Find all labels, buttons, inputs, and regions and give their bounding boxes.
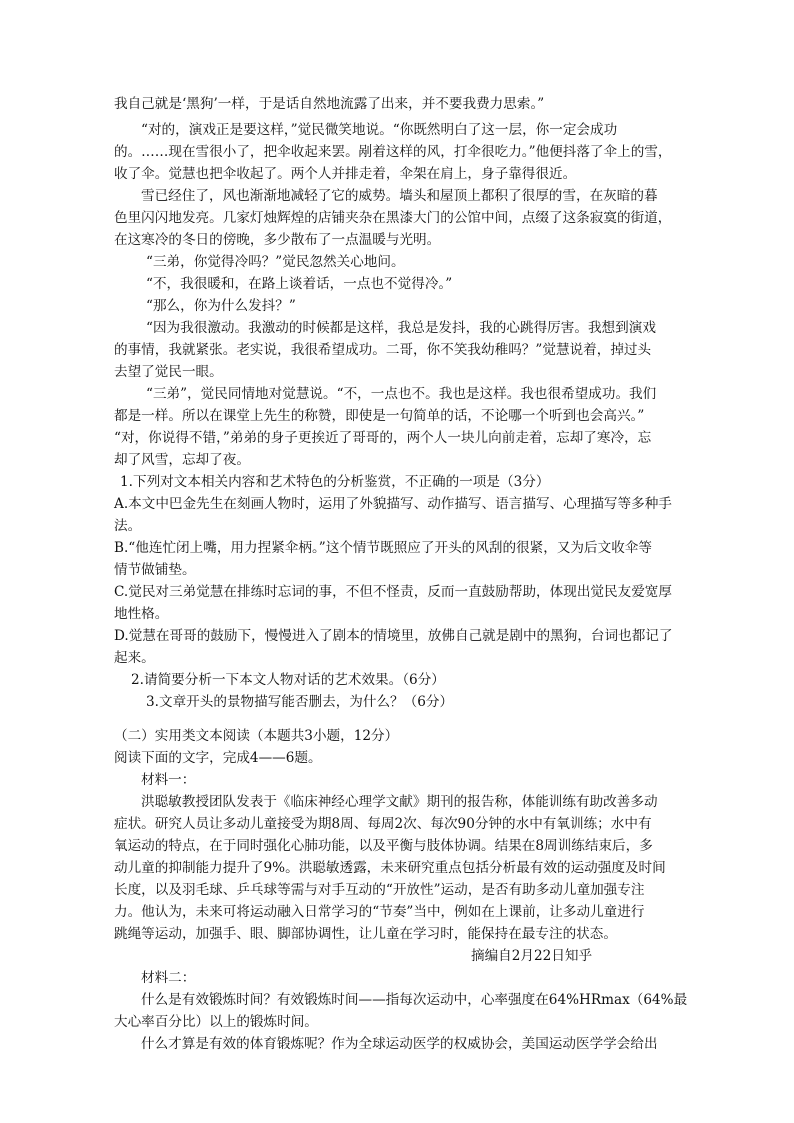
story-line: “不，我很暖和，在路上谈着话，一点也不觉得冷。” (146, 276, 453, 292)
story-line: 在这寒冷的冬日的傍晚，多少散布了一点温暖与光明。 (114, 232, 441, 248)
material-1-line: 氧运动的特点，在于同时强化心肺功能，以及平衡与肢体协调。结果在8周训练结束后，多 (114, 838, 653, 854)
material-1-line: 洪聪敏教授团队发表于《临床神经心理学文献》期刊的报告称，体能训练有助改善多动 (141, 794, 658, 810)
story-line: “三弟，你觉得冷吗？”觉民忽然关心地问。 (146, 254, 405, 270)
section-2-instruction: 阅读下面的文字，完成4——6题。 (114, 750, 322, 766)
story-line: “对的，演戏正是要这样，”觉民微笑地说。“你既然明白了这一层，你一定会成功 (141, 122, 618, 138)
question-1-stem: 1.下列对文本相关内容和艺术特色的分析鉴赏，不正确的一项是（3分） (120, 474, 550, 490)
story-line: “那么，你为什么发抖？” (146, 298, 296, 314)
story-line: 的事情，我就紧张。老实说，我很希望成功。二哥，你不笑我幼稚吗？”觉慧说着，掉过头 (114, 342, 652, 358)
story-line: 收了伞。觉慧也把伞收起了。两个人并排走着，伞架在肩上，身子靠得很近。 (114, 166, 577, 182)
question-1-option-a: A.本文中巴金先生在刻画人物时，运用了外貌描写、动作描写、语言描写、心理描写等多种手 (114, 496, 672, 512)
story-line: 我自己就是‘黑狗’一样，于是话自然地流露了出来，并不要我费力思索。” (114, 96, 545, 112)
story-line: “对，你说得不错，”弟弟的身子更挨近了哥哥的，两个人一块儿向前走着，忘却了寒冷，忘 (114, 430, 652, 446)
material-1-line: 跳绳等运动，加强手、眼、脚部协调性，让儿童在学习时，能保持在最专注的状态。 (114, 926, 617, 942)
question-1-option-b: B.“他连忙闭上嘴，用力捏紧伞柄。”这个情节既照应了开头的风刮的很紧，又为后文收伞等 (114, 540, 652, 556)
material-1-line: 动儿童的抑制能力提升了9%。洪聪敏透露，未来研究重点包括分析最有效的运动强度及时间 (114, 860, 666, 876)
story-line: 却了风雪，忘却了夜。 (114, 452, 250, 468)
story-line: 都是一样。所以在课堂上先生的称赞，即使是一句简单的话，不论哪一个听到也会高兴。” (114, 408, 645, 424)
story-line: “因为我很激动。我激动的时候都是这样，我总是发抖，我的心跳得厉害。我想到演戏 (146, 320, 656, 336)
material-2-line: 什么才算是有效的体育锻炼呢？作为全球运动医学的权威协会，美国运动医学学会给出 (141, 1036, 658, 1052)
material-1-line: 力。他认为，未来可将运动融入日常学习的“节奏”当中，例如在上课前，让多动儿童进行 (114, 904, 645, 920)
section-2-heading: （二）实用类文本阅读（本题共3小题，12分） (114, 728, 399, 744)
question-3: 3.文章开头的景物描写能否删去，为什么？（6分） (146, 694, 454, 710)
material-1-line: 症状。研究人员让多动儿童接受为期8周、每周2次、每次90分钟的水中有氧训练；水中有 (114, 816, 652, 832)
story-line: 的。……现在雪很小了，把伞收起来罢。剐着这样的风，打伞很吃力。”他便抖落了伞上的雪， (114, 144, 672, 160)
story-line: 雪已经住了，风也渐渐地减轻了它的威势。墙头和屋顶上都积了很厚的雪，在灰暗的暮 (141, 188, 658, 204)
story-line: 去望了觉民一眼。 (114, 364, 223, 380)
material-1-line: 长度，以及羽毛球、乒乓球等需与对手互动的“开放性”运动，是否有助多动儿童加强专注 (114, 882, 645, 898)
material-1-label: 材料一： (141, 772, 196, 788)
material-1-source: 摘编自2月22日知乎 (471, 948, 593, 964)
question-1-option-a: 法。 (114, 518, 142, 534)
material-2-line: 大心率百分比）以上的锻炼时间。 (114, 1014, 318, 1030)
question-1-option-d: D.觉慧在哥哥的鼓励下，慢慢进入了剧本的情境里，放佛自己就是剧中的黑狗，台词也都记了 (114, 628, 673, 644)
material-2-line: 什么是有效锻炼时间？有效锻炼时间——指每次运动中，心率强度在64%HRmax（64%最 (141, 992, 688, 1008)
question-1-option-c: 地性格。 (114, 606, 169, 622)
story-line: 色里闪闪地发亮。几家灯烛辉煌的店铺夹杂在黑漆大门的公馆中间，点缀了这条寂寞的街道， (114, 210, 672, 226)
question-2: 2.请简要分析一下本文人物对话的艺术效果。（6分） (131, 672, 445, 688)
question-1-option-b: 情节做铺垫。 (114, 562, 196, 578)
question-1-option-d: 起来。 (114, 650, 155, 666)
story-line: “三弟”，觉民同情地对觉慧说。“不，一点也不。我也是这样。我也很希望成功。我们 (146, 386, 657, 402)
question-1-option-c: C.觉民对三弟觉慧在排练时忘词的事，不但不怪责，反而一直鼓励帮助，体现出觉民友爱宽厚 (114, 584, 672, 600)
material-2-label: 材料二： (141, 970, 196, 986)
